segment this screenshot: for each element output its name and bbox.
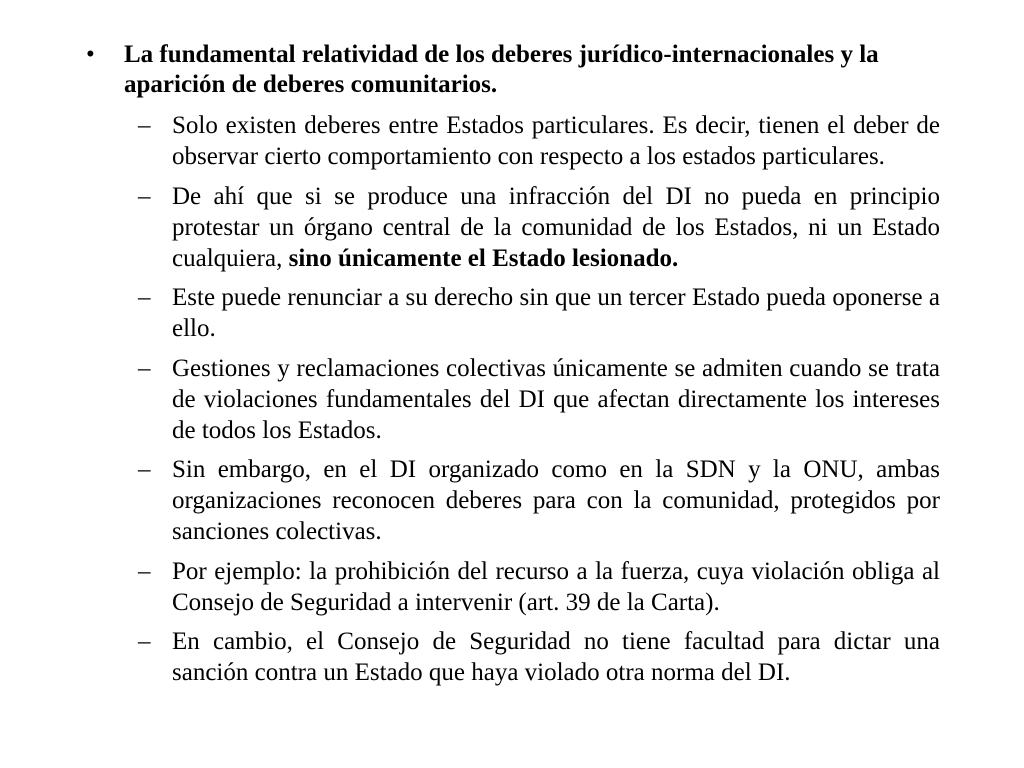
list-item-text bbox=[172, 110, 940, 172]
main-bullet bbox=[86, 40, 941, 100]
list-item-text-plain: Sin embargo, en el DI organizado como en la SDN y la ONU, ambas organizaciones reconocen deberes para con la comunidad, protegidos por sanciones colectivas. bbox=[172, 456, 940, 545]
list-item-text-bold: sino únicamente el Estado lesionado. bbox=[288, 244, 679, 272]
list-item-text bbox=[172, 181, 940, 274]
list-item-text bbox=[172, 556, 940, 618]
list-item-text-plain: Gestiones y reclamaciones colectivas únicamente se admiten cuando se trata de violaciones fundamentales del DI que afectan directamente los intereses de todos los Estados. bbox=[172, 354, 940, 444]
dash-marker: – bbox=[138, 354, 151, 382]
list-item bbox=[138, 353, 940, 446]
list-item bbox=[138, 181, 940, 274]
dash-marker: – bbox=[138, 182, 151, 210]
main-bullet-text: La fundamental relatividad de los deberes jurídico-internacionales y la aparición de deberes comunitarios. bbox=[124, 41, 879, 98]
list-item-text bbox=[172, 282, 940, 344]
list-item-text bbox=[172, 626, 940, 688]
bullet-marker: • bbox=[86, 41, 95, 68]
list-item-text-plain: Por ejemplo: la prohibición del recurso a la fuerza, cuya violación obliga al Consejo de Seguridad a intervenir (art. 39 de la Carta). bbox=[172, 557, 940, 616]
list-item-text bbox=[172, 454, 940, 547]
list-item-text-plain: Este puede renunciar a su derecho sin que un tercer Estado pueda oponerse a ello. bbox=[172, 284, 940, 342]
list-item-text-plain: En cambio, el Consejo de Seguridad no tiene facultad para dictar una sanción contra un Estado que haya violado otra norma del DI. bbox=[172, 628, 940, 686]
dash-marker: – bbox=[138, 112, 151, 139]
dash-marker: – bbox=[138, 628, 151, 655]
sub-bullet-list bbox=[138, 110, 940, 697]
dash-marker: – bbox=[138, 284, 151, 311]
list-item bbox=[138, 454, 940, 547]
list-item bbox=[138, 556, 940, 618]
list-item-text-plain: Solo existen deberes entre Estados particulares. Es decir, tienen el deber de observar cierto comportamiento con respecto a los estados particulares. bbox=[172, 112, 940, 170]
list-item-text bbox=[172, 353, 940, 446]
list-item bbox=[138, 110, 940, 172]
dash-marker: – bbox=[138, 557, 151, 585]
dash-marker: – bbox=[138, 456, 151, 483]
list-item bbox=[138, 626, 940, 688]
list-item bbox=[138, 282, 940, 344]
list-item-text-plain: De ahí que si se produce una infracción del DI no pueda en principio protestar un órgano central de la comunidad de los Estados, ni un Estado cualquiera, bbox=[172, 182, 940, 272]
